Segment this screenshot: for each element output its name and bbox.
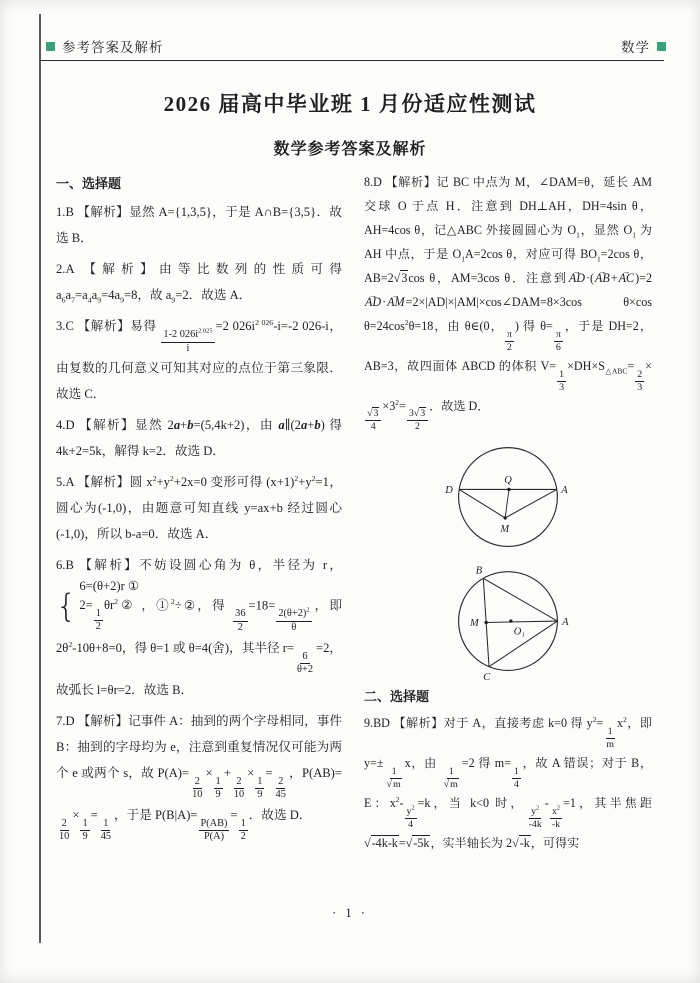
point-M <box>484 621 487 624</box>
geometry-figure-2 <box>413 561 603 683</box>
segment-DM <box>459 490 505 519</box>
solution-item-8: 8.D 【解析】记 BC 中点为 M，∠DAM=θ，延长 AM 交球 O 于点 H．注意到 DH⊥AH，DH=4sin θ，AH=4cos θ，记△ABC 外接圆圆心为 $O_1$，显然 $O_1$ 为 AH 中点，于是 $O_1A=2\cos$ θ，对应可得 $BO_1=2\cos$ θ，AB=2√3cos θ，AM=3cos θ．注意到→ AD·(→ AB+→ AC)=2→ AD·→ AM=2×|AD|×|AM|×cos∠DAM=8×3cos θ×cos $\theta=24\cos^2\theta=18$，由 θ∈(0， $\frac{\pi}{2}$ ) 得 θ= $\frac{\pi}{6}$ ，于是 DH=2，AB=3，故四面体 ABCD 的体积 V= $\frac{1}{3}$ $\times DH\times S_{\triangle ABC}=$ $\frac{2}{3}$ × $\frac{√3}{4}$ $\times 3^2=$ $\frac{3√3}{2}$ ．故选 D． <box>364 170 652 433</box>
point-label-M: M <box>470 618 479 630</box>
geometry-figure-1 <box>413 438 603 557</box>
point-M <box>503 516 506 519</box>
header-right-label: 数学 <box>621 40 650 55</box>
solution-item-4: 4.D 【解析】显然 2a+b=(5,4k+2)，由 a∥(2a+b) 得 4k+2=5k，解得 k=2．故选 D． <box>56 418 342 458</box>
solution-item-5: 5.A 【解析】圆 $x^2+y^2+2x=0$ 变形可得 $(x+1)^2+y^2=1$，圆心为(-1,0)，由题意可知直线 y=ax+b 经过圆心(-1,0)，所以 b-a=0．故选 A． <box>56 473 342 541</box>
solution-item-2: 2.A 【解析】由等比数列的性质可得 $a_6a_7=a_4a_9=4a_9=8$，故 $a_9=2$．故选 A． <box>56 262 342 305</box>
median-MA <box>486 621 557 622</box>
point-label-B: B <box>475 565 483 577</box>
solution-item-3: 3.C 【解析】易得 $\frac{1-2 026i^{2 025}}{i}$ =2 $026i^{2 026}-i=-2$ 026-i，由复数的几何意义可知其对应的点位于第三象限．故选 C． <box>56 317 342 401</box>
right-column <box>364 170 652 860</box>
section-heading-1: 一、选择题 <box>56 176 122 191</box>
point-Q <box>507 488 510 491</box>
page-header <box>46 36 666 56</box>
point-label-A: A <box>562 617 569 629</box>
header-right <box>621 36 666 56</box>
point-label-D: D <box>445 485 453 497</box>
solution-item-1: 1.B 【解析】显然 A={1,3,5}，于是 A∩B={3,5}．故选 B． <box>56 205 342 245</box>
solution-item-9: 9.BD 【解析】对于 A，直接考虑 k=0 得 $y^2=$ $\frac{1}{m}$ $x^2$，即 y=± $\frac{1}{√m}$ x，由 $\frac{1}{√m}$ =2 得 m= $\frac{1}{4}$ ，故 A 错误；对于 B，E：$x^2-$ $\frac{y^2}{4}$ =k，当 k<0 时， $\frac{y^2}{-4k}$ - $\frac{x^2}{-k}$ =1，其半焦距 √-4k-k=√-5k，实半轴长为 2√-k，可得实 <box>364 715 652 850</box>
green-square-icon <box>46 42 55 51</box>
point-label-A: A <box>561 485 568 497</box>
point-label-M: M <box>500 524 510 536</box>
content-columns <box>56 170 652 860</box>
point-label-Q: Q <box>504 475 512 487</box>
section-heading-2: 二、选择题 <box>364 689 430 705</box>
point-label-O1: O₁ <box>513 626 525 638</box>
point-label-C: C <box>483 672 491 684</box>
header-left <box>46 36 164 56</box>
green-square-icon <box>657 42 666 51</box>
document-title: 2026 届高中毕业班 1 月份适应性测试 <box>163 92 537 116</box>
solution-item-7: 7.D 【解析】记事件 A：抽到的两个字母相同，事件 B：抽到的字母均为 e，注意到重复情况仅可能为两个 e 或两个 s，故 P(A)= $\frac{2}{10}$ × $\frac{1}{9}$ + $\frac{2}{10}$ × $\frac{1}{9}$ = $\frac{2}{45}$ ，P(AB)= $\frac{2}{10}$ × $\frac{1}{9}$ = $\frac{1}{45}$ ，于是 P(B|A)= $\frac{P(AB)}{P(A)}$ = $\frac{1}{2}$ ．故选 D． <box>56 713 342 843</box>
point-O1 <box>509 620 512 623</box>
segment-BA <box>483 579 557 622</box>
solution-item-6: 6.B 【解析】不妨设圆心角为 θ，半径为 r， { 6=(θ+2)r ① 2= $\frac{1}{2}$ $\theta r^2$ ② ，①$^2$÷②，得 $\frac{36}{2}$ =18= $\frac{2(\theta+2)^2}{\theta}$ ，即 $2\theta^2-10\theta+8=0$，得 θ=1 或 θ=4(舍)，其半径 r= $\frac{6}{\theta+2}$ =2，故弧长 l=θr=2．故选 B． <box>56 558 343 697</box>
left-column <box>56 170 342 860</box>
segment-AM <box>505 490 557 519</box>
header-left-label: 参考答案及解析 <box>62 40 164 55</box>
document-subtitle: 数学参考答案及解析 <box>273 141 427 158</box>
page-number: · 1 · <box>332 906 368 920</box>
header-rule <box>40 60 664 61</box>
segment-QM <box>505 490 509 519</box>
